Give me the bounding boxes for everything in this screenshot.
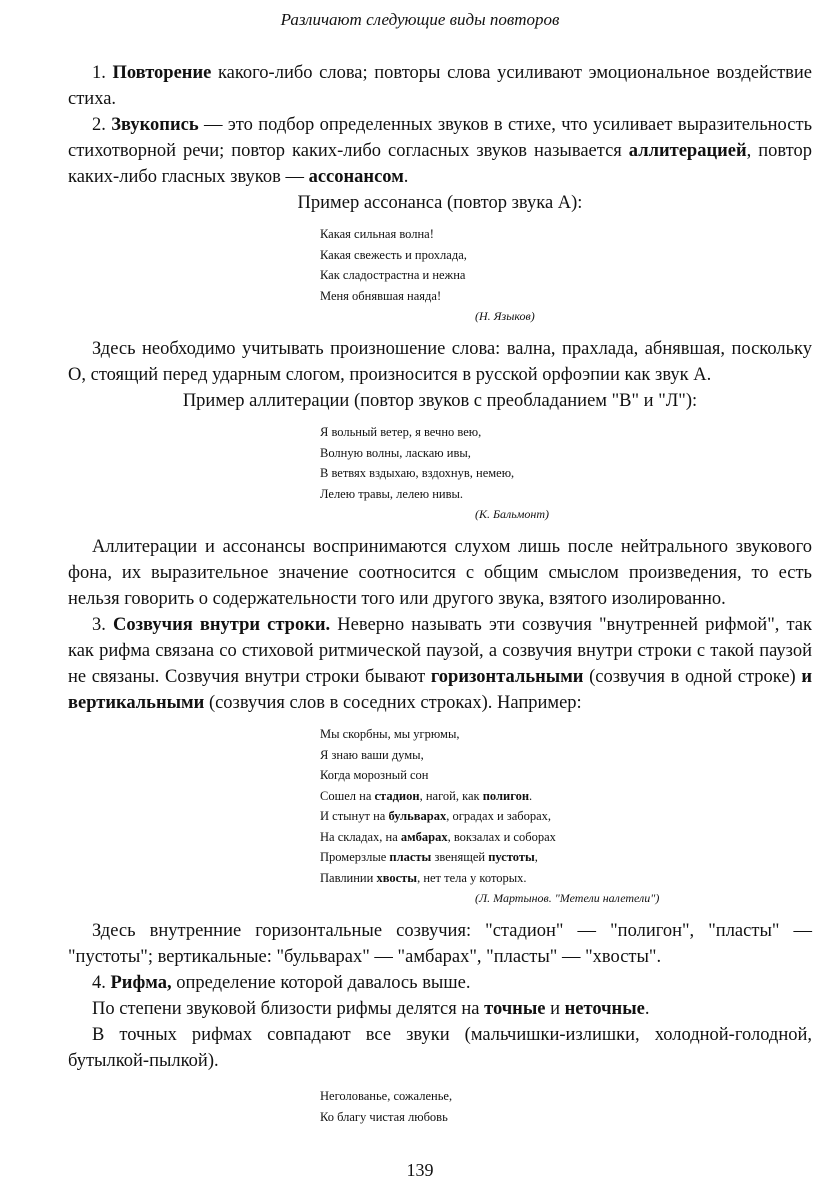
term-horizontal: горизонтальными: [430, 667, 584, 687]
poem-line: Какая сильная волна!: [320, 227, 434, 241]
poem-balmont: [320, 422, 620, 524]
paragraph-consonance: 3. Созвучия внутри строки. Неверно называть эти созвучия "внутренней рифмой", так как рифма связана со стиховой ритмической паузой, а созвучия внутри строки с такой паузой не связаны. Созвучия внутри строки бывают горизонтальными (созвучия в одной строке) и вертикальными (созвучия слов в соседних строках). Например:: [68, 615, 813, 713]
poem-attribution: (Н. Языков): [475, 309, 535, 323]
page-number: 139: [406, 1160, 434, 1180]
paragraph-repetition: 1. Повторение какого-либо слова; повторы слова усиливают эмоциональное воздействие стиха.: [68, 63, 812, 109]
paragraph-sound-writing: 2. Звукопись — это подбор определенных звуков в стихе, что усиливает выразительность стихотворной речи; повтор каких-либо согласных звуков называется аллитерацией, повтор каких-либо гласных звуков — ассонансом.: [68, 115, 813, 187]
poem-line: Ко благу чистая любовь: [320, 1109, 448, 1124]
term-vertical: и вертикальными: [68, 667, 812, 713]
poem-line: На складах, на амбарах, вокзалах и соборах: [320, 829, 556, 844]
poem-fragment: [320, 1086, 580, 1127]
term-exact: точные: [484, 999, 546, 1019]
poem-line: Я знаю ваши думы,: [320, 747, 424, 762]
term-inexact: неточные: [564, 999, 645, 1019]
poem-line: Какая свежесть и прохлада,: [320, 247, 467, 262]
poem-martynov: [320, 724, 760, 908]
poem-line: Как сладострастна и нежна: [320, 268, 466, 282]
poem-line: И стынут на бульварах, оградах и заборах,: [320, 809, 552, 823]
term-assonance: ассонансом: [308, 167, 404, 187]
term-rhyme: Рифма,: [110, 973, 172, 993]
poem-line: Волную волны, ласкаю ивы,: [320, 445, 471, 460]
poem-line: Промерзлые пласты звенящей пустоты,: [320, 850, 538, 864]
poem-attribution: (Л. Мартынов. "Метели налетели"): [475, 891, 660, 905]
paragraph-rhyme-types: По степени звуковой близости рифмы делятся на точные и неточные.: [92, 999, 650, 1019]
poem-line: Павлинии хвосты, нет тела у которых.: [320, 870, 527, 885]
poem-attribution: (К. Бальмонт): [475, 507, 550, 521]
poem-line: В ветвях вздыхаю, вздохнув, немею,: [320, 466, 515, 480]
paragraph-internal-consonance: Здесь внутренние горизонтальные созвучия: "стадион" — "полигон", "пласты" — "пустоты"; вертикальные: "бульварах" — "амбарах", "пласты" — "хвосты".: [68, 921, 812, 967]
poem-line: Меня обнявшая наяда!: [320, 288, 442, 303]
alliteration-example-title: Пример аллитерации (повтор звуков с преобладанием "В" и "Л"):: [182, 391, 698, 411]
poem-line: Когда морозный сон: [320, 768, 429, 782]
paragraph-pronunciation: Здесь необходимо учитывать произношение слова: вална, прахлада, абнявшая, поскольку О, стоящий перед ударным слогом, произносится в русской орфоэпии как звук А.: [68, 339, 812, 385]
term-sound-writing: Звукопись: [111, 115, 199, 135]
paragraph-rhyme: 4. Рифма, определение которой давалось выше.: [92, 973, 471, 993]
poem-line: Неголованье, сожаленье,: [320, 1089, 453, 1103]
term-consonance: Созвучия внутри строки.: [113, 615, 331, 635]
poem-line: Мы скорбны, мы угрюмы,: [320, 727, 460, 741]
poem-line: Сошел на стадион, нагой, как полигон.: [320, 788, 533, 803]
paragraph-exact-rhymes: В точных рифмах совпадают все звуки (мальчишки-излишки, холодной-голодной, бутылкой-пылкой).: [68, 1025, 812, 1071]
poem-line: Я вольный ветер, я вечно вею,: [320, 425, 482, 439]
running-header: Различают следующие виды повторов: [280, 10, 560, 29]
term-repetition: Повторение: [112, 63, 212, 83]
poem-line: Лелею травы, лелею нивы.: [320, 486, 463, 501]
paragraph-perception: Аллитерации и ассонансы воспринимаются слухом лишь после нейтрального звукового фона, их выразительное значение соотносится с общим смыслом произведения, то есть нельзя говорить о содержательности того или другого звука, взятого изолированно.: [68, 537, 812, 609]
assonance-example-title: Пример ассонанса (повтор звука А):: [297, 193, 583, 213]
poem-yazykov: [320, 224, 580, 326]
page-body: [68, 60, 812, 1127]
term-alliteration: аллитерацией: [628, 141, 747, 161]
